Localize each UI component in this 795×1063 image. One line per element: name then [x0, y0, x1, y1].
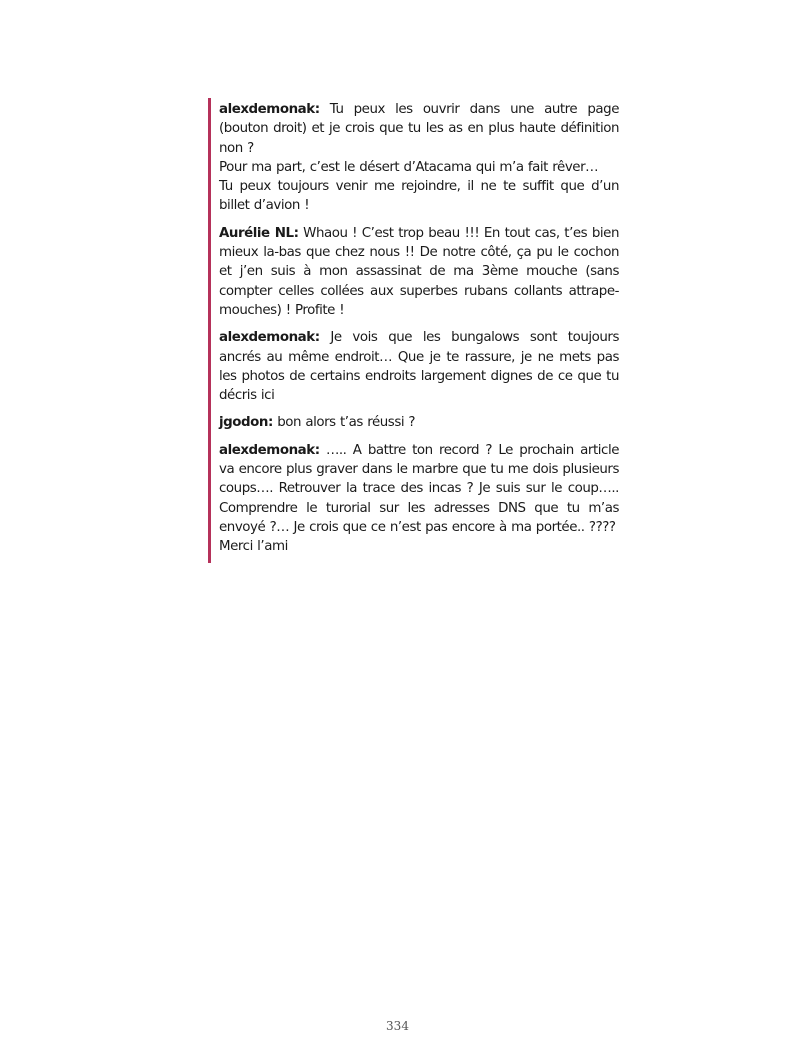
comment-3	[219, 328, 619, 405]
comment-text: Tu peux les ouvrir dans une autre page (bouton droit) et je crois que tu les as en plus haute définition non ?	[219, 102, 619, 156]
comment-text: ….. A battre ton record ? Le prochain article va encore plus graver dans le marbre que tu me dois plusieurs coups…. Retrouver la trace des incas ? Je suis sur le coup….. Comprendre le turorial sur les adresses DNS que tu m’as envoyé ?… Je crois que ce n’est pas encore à ma portée.. ????	[219, 442, 619, 535]
comment-author: alexdemonak:	[219, 102, 320, 117]
comments-block	[208, 98, 619, 563]
comment-2	[219, 224, 619, 320]
comment-1	[219, 100, 619, 216]
comment-line: Pour ma part, c’est le désert d’Atacama qui m’a fait rêver…	[219, 159, 599, 175]
comment-text: bon alors t’as réussi ?	[277, 415, 416, 431]
comment-4	[219, 413, 619, 432]
comment-line: Tu peux toujours venir me rejoindre, il ne te suffit que d’un billet d’avion !	[219, 179, 619, 214]
comment-text: Je vois que les bungalows sont toujours ancrés au même endroit… Que je te rassure, je ne mets pas les photos de certains endroits largement dignes de ce que tu décris ici	[219, 330, 619, 404]
comment-author: Aurélie NL:	[219, 225, 299, 241]
comment-author: alexdemonak:	[219, 442, 320, 458]
comment-text: Whaou ! C’est trop beau !!! En tout cas, t’es bien mieux la-bas que chez nous !! De notre côté, ça pu le cochon et j’en suis à mon assassinat de ma 3ème mouche (sans compter celles collées aux superbes rubans collants attrape-mouches) ! Profite !	[219, 225, 619, 318]
comment-author: alexdemonak:	[219, 330, 320, 346]
comment-author: jgodon:	[219, 415, 273, 431]
comment-line: Merci l’ami	[219, 539, 288, 555]
comment-5	[219, 441, 619, 557]
page-number: 334	[386, 1019, 409, 1033]
